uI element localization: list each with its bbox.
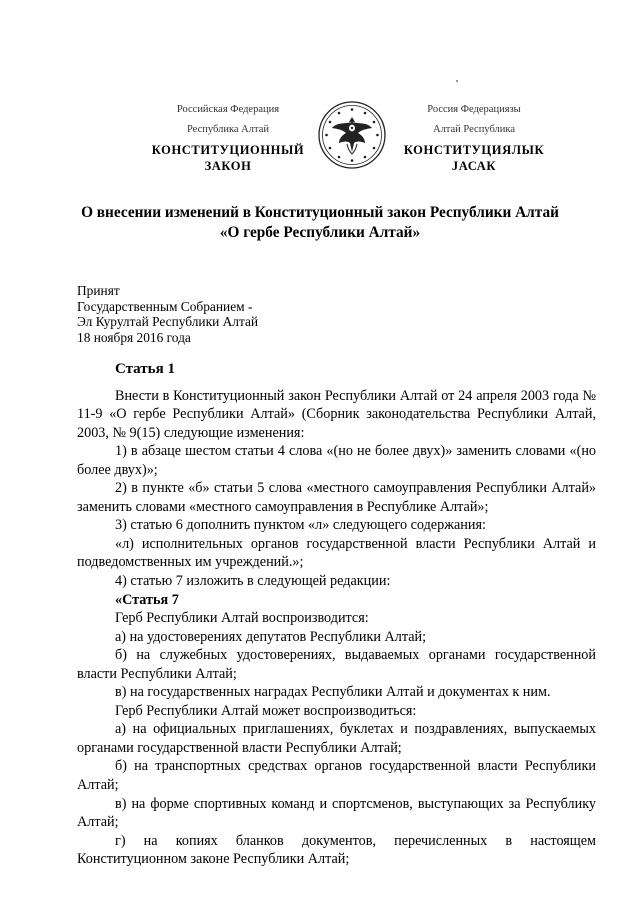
- paragraph: а) на официальных приглашениях, буклетах и поздравлениях, выпускаемых органами государственной власти Республики Алтай;: [77, 721, 596, 756]
- paragraph: Герб Республики Алтай воспроизводится:: [115, 610, 369, 627]
- paragraph: 2) в пункте «б» статьи 5 слова «местного самоуправления Республики Алтай» заменить словами «местного самоуправления в Республике Алтай»;: [77, 480, 596, 515]
- adoption-date: 18 ноября 2016 года: [77, 329, 191, 345]
- paragraph: Внести в Конституционный закон Республики Алтай от 24 апреля 2003 года № 11-9 «О гербе Республики Алтай» (Сборник законодательства Республики Алтай, 2003, № 9(15) следующие изменения:: [77, 387, 596, 441]
- article-body: [77, 360, 596, 869]
- paragraph: б) на служебных удостоверениях, выдаваемых органами государственной власти Республики Алтай;: [77, 647, 596, 682]
- paragraph: 1) в абзаце шестом статьи 4 слова «(но не более двух)» заменить словами «(но более двух)»;: [77, 443, 596, 478]
- header-right: [374, 100, 574, 174]
- scan-speck: [456, 80, 458, 82]
- paragraph: в) на государственных наградах Республики Алтай и документах к ним.: [115, 684, 551, 701]
- document-title-line-2: «О гербе Республики Алтай»: [219, 224, 421, 241]
- quoted-article-heading: «Статья 7: [115, 591, 179, 608]
- adoption-line-2: Государственным Собранием -: [77, 298, 253, 314]
- header-left-doc-type: КОНСТИТУЦИОННЫЙ: [151, 143, 305, 157]
- header-right-republic: Алтай Республика: [432, 124, 515, 135]
- paragraph: «л) исполнительных органов государственной власти Республики Алтай и подведомственных им учреждений.»;: [77, 535, 596, 571]
- adoption-block: [77, 283, 258, 345]
- paragraph: г) на копиях бланков документов, перечисленных в настоящем Конституционном законе Республики Алтай;: [77, 832, 596, 868]
- header-right-doc-type-2: JАСАК: [451, 159, 497, 173]
- paragraph: в) на форме спортивных команд и спортсменов, выступающих за Республику Алтай;: [77, 795, 596, 831]
- paragraph: Герб Республики Алтай может воспроизводиться:: [115, 702, 417, 719]
- paragraph: б) на транспортных средствах органов государственной власти Республики Алтай;: [77, 758, 596, 794]
- paragraph: 4) статью 7 изложить в следующей редакции:: [115, 573, 391, 590]
- adoption-line-1: Принят: [77, 283, 120, 298]
- header-left-doc-type-2: ЗАКОН: [204, 159, 252, 173]
- paragraph: 3) статью 6 дополнить пунктом «л» следующего содержания:: [115, 517, 486, 534]
- paragraph: а) на удостоверениях депутатов Республики Алтай;: [115, 628, 427, 645]
- header-left: [128, 100, 328, 174]
- document-title-line-1: О внесении изменений в Конституционный закон Республики Алтай: [81, 204, 559, 221]
- header-left-country: Российская Федерация: [176, 104, 280, 115]
- header-right-country: Россия Федерациязы: [427, 104, 521, 115]
- article-heading: Статья 1: [115, 361, 175, 377]
- adoption-line-3: Эл Курултай Республики Алтай: [77, 314, 259, 329]
- header-right-doc-type: КОНСТИТУЦИЯЛЫК: [403, 143, 545, 157]
- header-left-republic: Республика Алтай: [186, 124, 269, 135]
